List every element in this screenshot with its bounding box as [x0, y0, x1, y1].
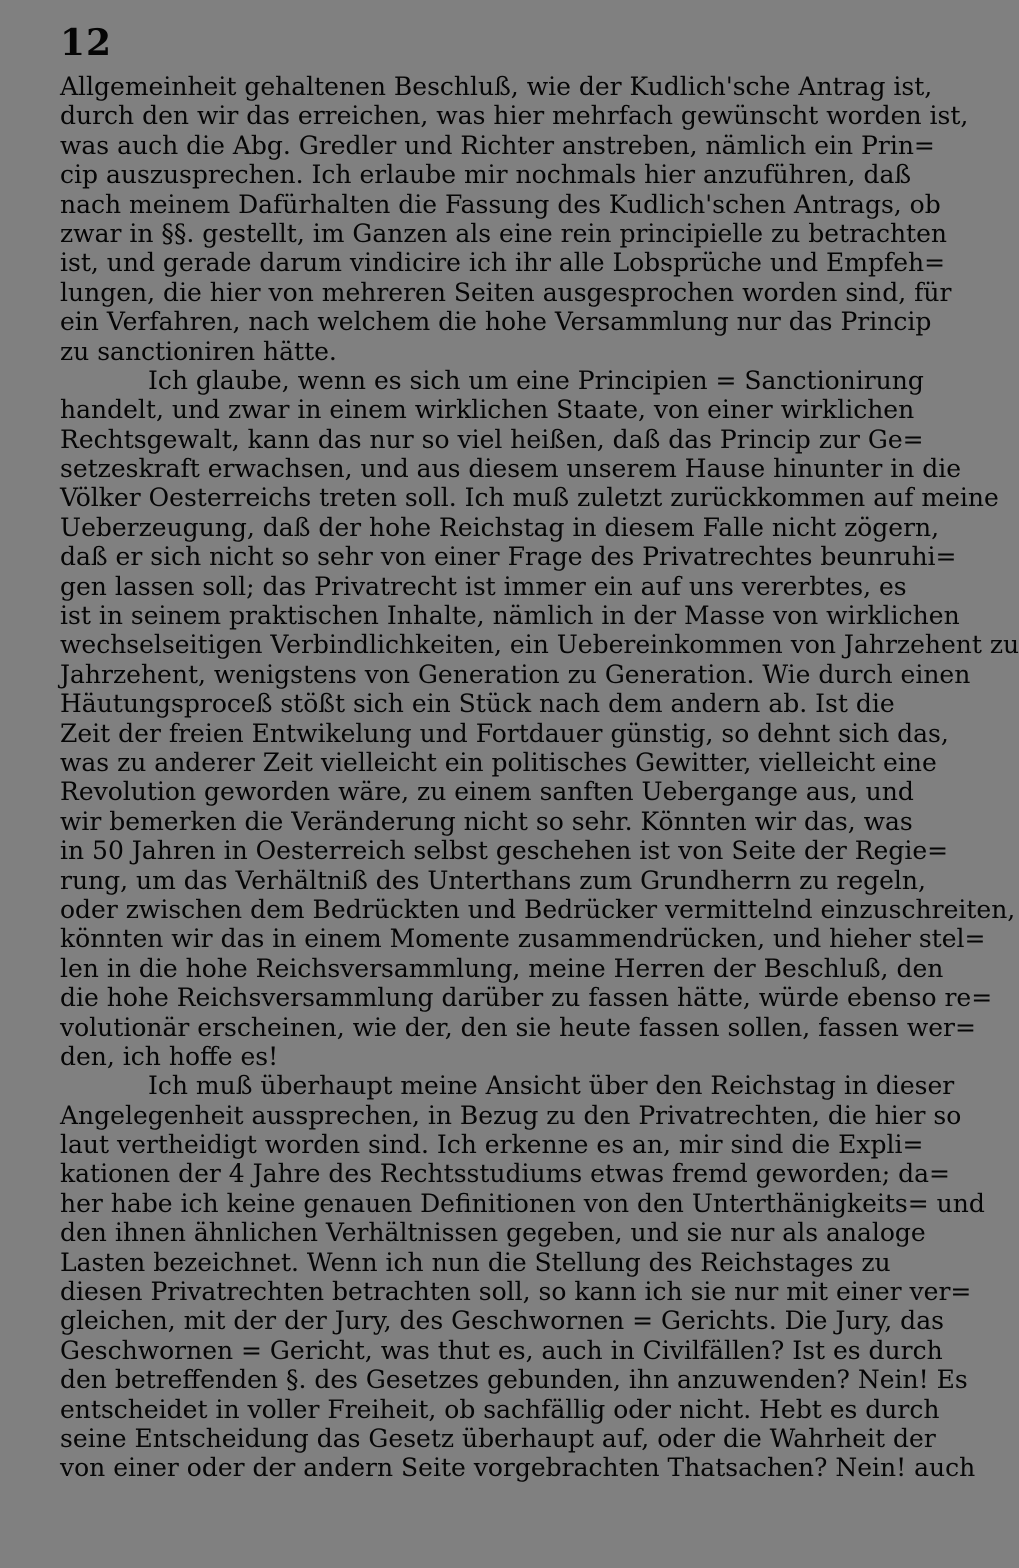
body-text	[60, 72, 1019, 1483]
text-line: Angelegenheit aussprechen, in Bezug zu den Privatrechten, die hier so	[60, 1100, 962, 1130]
text-line: nach meinem Dafürhalten die Fassung des Kudlich'schen Antrags, ob	[60, 189, 941, 219]
text-line: gleichen, mit der der Jury, des Geschwornen = Gerichts. Die Jury, das	[60, 1306, 944, 1336]
text-line: den ihnen ähnlichen Verhältnissen gegeben, und sie nur als analoge	[60, 1218, 926, 1248]
text-line: gen lassen soll; das Privatrecht ist immer ein auf uns vererbtes, es	[60, 571, 907, 601]
text-line: wechselseitigen Verbindlichkeiten, ein Uebereinkommen von Jahrzehent zu	[60, 630, 1019, 660]
text-line: Geschwornen = Gericht, was thut es, auch in Civilfällen? Ist es durch	[60, 1335, 943, 1365]
text-line: daß er sich nicht so sehr von einer Frage des Privatrechtes beunruhi=	[60, 542, 957, 572]
text-line: oder zwischen dem Bedrückten und Bedrücker vermittelnd einzuschreiten,	[60, 894, 1016, 924]
text-line: rung, um das Verhältniß des Unterthans zum Grundherrn zu regeln,	[60, 865, 926, 895]
text-line: Jahrzehent, wenigstens von Generation zu Generation. Wie durch einen	[60, 659, 971, 689]
text-line: was zu anderer Zeit vielleicht ein politisches Gewitter, vielleicht eine	[60, 747, 937, 777]
text-line: kationen der 4 Jahre des Rechtsstudiums etwas fremd geworden; da=	[60, 1159, 950, 1189]
text-line: könnten wir das in einem Momente zusammendrücken, und hieher stel=	[60, 924, 986, 954]
text-line: durch den wir das erreichen, was hier mehrfach gewünscht worden ist,	[60, 101, 969, 131]
text-line: zu sanctioniren hätte.	[60, 336, 337, 366]
text-line: wir bemerken die Veränderung nicht so sehr. Könnten wir das, was	[60, 806, 913, 836]
text-line: Ueberzeugung, daß der hohe Reichstag in diesem Falle nicht zögern,	[60, 512, 940, 542]
text-line: volutionär erscheinen, wie der, den sie heute fassen sollen, fassen wer=	[60, 1012, 976, 1042]
text-line: was auch die Abg. Gredler und Richter anstreben, nämlich ein Prin=	[60, 130, 935, 160]
text-line: ist, und gerade darum vindicire ich ihr alle Lobsprüche und Empfeh=	[60, 248, 946, 278]
text-line: seine Entscheidung das Gesetz überhaupt auf, oder die Wahrheit der	[60, 1423, 936, 1453]
text-line: in 50 Jahren in Oesterreich selbst geschehen ist von Seite der Regie=	[60, 836, 949, 866]
text-line: Völker Oesterreichs treten soll. Ich muß zuletzt zurückkommen auf meine	[60, 483, 999, 513]
text-line: len in die hohe Reichsversammlung, meine Herren der Beschluß, den	[60, 953, 944, 983]
text-line: Rechtsgewalt, kann das nur so viel heißen, daß das Princip zur Ge=	[60, 424, 924, 454]
text-line: Zeit der freien Entwikelung und Fortdauer günstig, so dehnt sich das,	[60, 718, 949, 748]
text-line: setzeskraft erwachsen, und aus diesem unserem Hause hinunter in die	[60, 454, 962, 484]
text-line: die hohe Reichsversammlung darüber zu fassen hätte, würde ebenso re=	[60, 983, 993, 1013]
text-line: lungen, die hier von mehreren Seiten ausgesprochen worden sind, für	[60, 277, 952, 307]
text-line: Ich muß überhaupt meine Ansicht über den Reichstag in dieser	[148, 1071, 955, 1101]
text-line: den betreffenden §. des Gesetzes gebunden, ihn anzuwenden? Nein! Es	[60, 1365, 968, 1395]
text-line: ein Verfahren, nach welchem die hohe Versammlung nur das Princip	[60, 307, 932, 337]
text-line: laut vertheidigt worden sind. Ich erkenne es an, mir sind die Expli=	[60, 1130, 924, 1160]
text-line: cip auszusprechen. Ich erlaube mir nochmals hier anzuführen, daß	[60, 160, 912, 190]
text-line: her habe ich keine genauen Definitionen von den Unterthänigkeits= und	[60, 1188, 985, 1218]
text-line: entscheidet in voller Freiheit, ob sachfällig oder nicht. Hebt es durch	[60, 1394, 940, 1424]
text-line: Lasten bezeichnet. Wenn ich nun die Stellung des Reichstages zu	[60, 1247, 891, 1277]
text-line: zwar in §§. gestellt, im Ganzen als eine rein principielle zu betrachten	[60, 218, 947, 248]
text-line: Revolution geworden wäre, zu einem sanften Uebergange aus, und	[60, 777, 914, 807]
text-line: ist in seinem praktischen Inhalte, nämlich in der Masse von wirklichen	[60, 601, 960, 631]
text-line: diesen Privatrechten betrachten soll, so kann ich sie nur mit einer ver=	[60, 1277, 972, 1307]
text-line: Allgemeinheit gehaltenen Beschluß, wie der Kudlich'sche Antrag ist,	[60, 72, 933, 101]
text-line: Häutungsproceß stößt sich ein Stück nach dem andern ab. Ist die	[60, 689, 895, 719]
page-number: 12	[60, 22, 113, 64]
text-line: den, ich hoffe es!	[60, 1041, 279, 1071]
text-line: von einer oder der andern Seite vorgebrachten Thatsachen? Nein! auch	[60, 1453, 976, 1483]
text-line: Ich glaube, wenn es sich um eine Principien = Sanctionirung	[148, 365, 924, 395]
text-line: handelt, und zwar in einem wirklichen Staate, von einer wirklichen	[60, 395, 915, 425]
